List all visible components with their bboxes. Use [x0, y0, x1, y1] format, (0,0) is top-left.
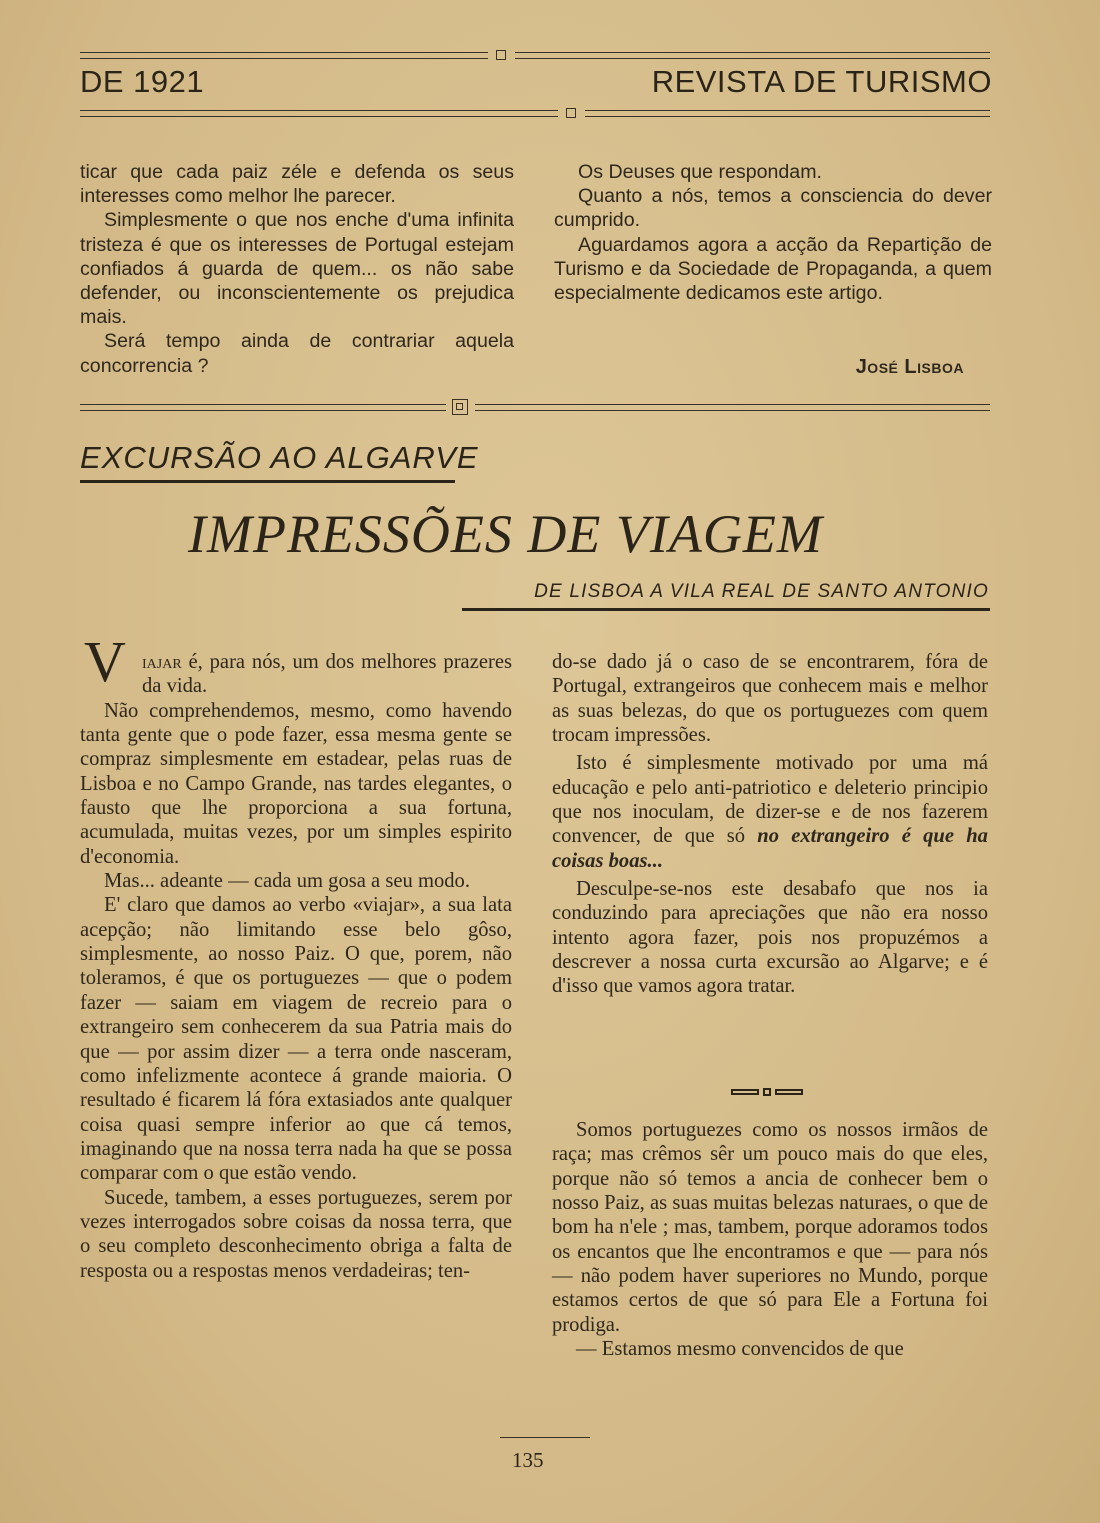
subtitle-underline — [462, 608, 990, 611]
paragraph: Mas... adeante — cada um gosa a seu modo. — [104, 870, 471, 893]
paragraph: do-se dado já o caso de se encontrarem, fóra de Portugal, extrangeiros que conhecem mais e melhor as suas belezas, do que os portuguezes com quem trocam impressões. — [552, 651, 988, 747]
header-rule-bottom-left — [80, 110, 558, 117]
left-article-column — [80, 650, 512, 1283]
author-signature: José Lisboa — [855, 356, 964, 378]
text: Isto é simplesmente motivado por uma má educação e pelo anti-patriotico e deleterio principio que nos inoculam, de dizer-se e de nos fazerem convencer, de que só — [552, 752, 988, 848]
paragraph: Não comprehendemos, mesmo, como havendo tanta gente que o pode fazer, essa mesma gente se compraz simplesmente em estadear, pelas ruas de Lisboa e no Campo Grande, nas tardes elegantes, o fausto que lhe proporciona a sua fortuna, acumulada, muitas vezes, por um simples espirito d'economia. — [80, 699, 512, 868]
text: é, para nós, um dos melhores prazeres da vida. — [142, 651, 512, 698]
page-number: 135 — [512, 1448, 544, 1472]
drop-cap: V — [84, 629, 126, 694]
header-rule-top-left — [80, 52, 488, 59]
paragraph — [552, 751, 988, 873]
right-article-column — [552, 650, 988, 999]
header-right: REVISTA DE TURISMO — [651, 64, 992, 99]
article-subtitle: DE LISBOA A VILA REAL DE SANTO ANTONIO — [534, 581, 989, 602]
section-ornament — [452, 399, 468, 415]
paragraph: Aguardamos agora a acção da Repartição de Turismo e da Sociedade de Propaganda, a quem especialmente dedicamos este artigo. — [554, 233, 992, 305]
article-title: IMPRESSÕES DE VIAGEM — [188, 504, 823, 564]
section-break-ornament — [731, 1087, 803, 1097]
paragraph: Somos portuguezes como os nossos irmãos de raça; mas crêmos sêr um pouco mais do que eles, porque não só temos a ancia de conhecer bem o nosso Paiz, as suas muitas belezas naturaes, o que de bom ha n'ele ; mas, tambem, porque adoramos todos os encantos que lhe encontramos e que — para nós — não podem haver superiores no Mundo, porque estamos certos de que só para Ele a Fortuna foi prodiga. — [552, 1119, 988, 1336]
emphasis: no extrangeiro é que ha coisas boas... — [552, 825, 988, 872]
paragraph — [80, 650, 512, 699]
first-word: iajar — [142, 651, 182, 673]
paragraph: Sucede, tambem, a esses portuguezes, serem por vezes interrogados sobre coisas da nossa terra, que o seu completo desconhecimento obriga a falta de resposta ou a respostas menos verdadeiras; ten- — [80, 1186, 512, 1282]
paragraph: Simplesmente o que nos enche d'uma infinita tristeza é que os interesses de Portugal estejam confiados á guarda de quem... os não sabe defender, ou inconscientemente os prejudica mais. — [80, 209, 514, 329]
paragraph: — Estamos mesmo convencidos de que — [576, 1338, 904, 1361]
paragraph: Desculpe-se-nos este desabafo que nos ia conduzindo para apreciações que não era nosso intento agora fazer, pois nos propuzémos a descrever a nossa curta excursão ao Algarve; e é d'isso que vamos agora tratar. — [552, 878, 988, 998]
header-rule-bottom-right — [585, 110, 990, 117]
section-heading-underline — [80, 480, 455, 483]
section-rule-right — [475, 404, 990, 411]
header-left: DE 1921 — [80, 64, 205, 99]
paragraph: Será tempo ainda de contrariar aquela concorrencia ? — [80, 330, 514, 377]
paragraph: E' claro que damos ao verbo «viajar», a sua lata acepção; não limitando esse belo gôso, simplesmente, ao nosso Paiz. O que, porem, não toleramos, é que os portuguezes — que o podem fazer — saiam em viagem de recreio para o extrangeiro sem conhecerem da sua Patria mais do que — por assim dizer — a terra onde nasceram, como infelizmente acontece á grande maioria. O resultado é ficarem lá fóra extasiados ante qualquer coisa quasi sempre inferior ao que cá temos, imaginando que na nossa terra nada ha que se possa comparar com o que estão vendo. — [80, 894, 512, 1185]
paragraph: Quanto a nós, temos a consciencia do dever cumprido. — [554, 185, 992, 232]
top-left-column — [80, 160, 514, 378]
footer-rule — [500, 1437, 590, 1438]
top-right-column — [554, 160, 992, 305]
section-rule-left — [80, 404, 446, 411]
section-heading: EXCURSÃO AO ALGARVE — [80, 440, 479, 475]
right-article-column-lower — [552, 1118, 988, 1361]
header-ornament-bottom — [566, 108, 576, 118]
paragraph: Os Deuses que respondam. — [578, 161, 822, 183]
paragraph: ticar que cada paiz zéle e defenda os seus interesses como melhor lhe parecer. — [80, 161, 514, 208]
header-ornament-top — [496, 50, 506, 60]
header-rule-top-right — [515, 52, 990, 59]
